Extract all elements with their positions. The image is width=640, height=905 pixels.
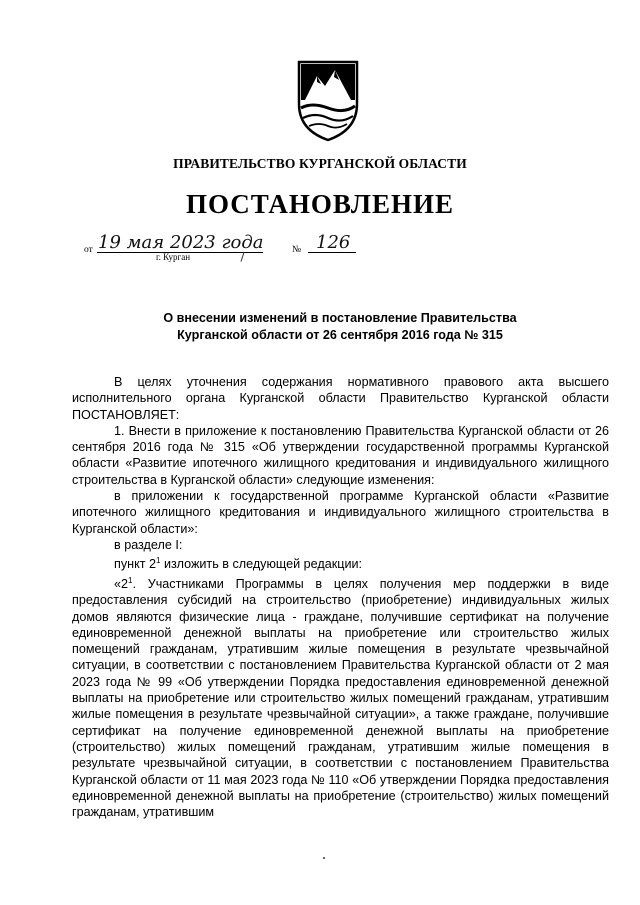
date-number-row: [84, 232, 484, 264]
document-type-title: ПОСТАНОВЛЕНИЕ: [185, 189, 455, 219]
handwritten-date: 19 мая 2023 года: [98, 232, 264, 253]
paragraph-new-text: [72, 573, 609, 821]
paragraph-preamble: В целях уточнения содержания нормативного правового акта высшего исполнительного органа Курганской области Правительство Курганской области ПОСТАНОВЛЯЕТ:: [72, 375, 609, 422]
title-line-1: О внесении изменений в постановление Правительства: [163, 311, 517, 325]
paragraph-point: [72, 553, 609, 572]
new-text-post: . Участниками Программы в целях получения мер поддержки в виде предоставления субсидий на строительство (приобретение) индивидуальных жилых домов являются физические лица - граждане, получившие сертификат на получение единовременной денежной выплаты на приобретение или строительство жилых помещений гражданам, утратившим жилые помещения в результате чрезвычайной ситуации, в соответствии с постановлением Правительства Курганской области от 2 мая 2023 года № 99 «Об утверждении Порядка предоставления единовременной денежной выплаты на приобретение или строительство жилых помещений гражданам, утратившим жилые помещения в результате чрезвычайной ситуации», а также граждане, получившие сертификат на получение единовременной денежной выплаты на приобретение (строительство) жилых помещений гражданам, утратившим жилые помещения в результате чрезвычайной ситуации, в соответствии с постановлением Правительства Курганской области от 11 мая 2023 года № 110 «Об утверждении Порядка предоставления единовременной денежной выплаты на приобретение (строительство) жилых помещений гражданам, утратившим: [72, 576, 609, 820]
date-prefix: от: [84, 245, 93, 255]
point-text-pre: пункт 2: [114, 557, 156, 572]
document-body: [72, 374, 609, 820]
new-text-superscript: 1: [128, 575, 133, 585]
resolution-title: [80, 310, 600, 344]
handwritten-number: 126: [316, 232, 351, 253]
paragraph-section: в разделе I:: [114, 537, 183, 552]
number-underline: [308, 252, 356, 253]
title-line-2: Курганской области от 26 сентября 2016 года № 315: [177, 328, 503, 342]
point-text-post: изложить в следующей редакции:: [160, 557, 363, 572]
coat-of-arms-emblem: [297, 60, 359, 142]
city-label: г. Курган: [156, 252, 191, 262]
paragraph-annex: в приложении к государственной программе Курганской области «Развитие ипотечного жилищного кредитования и индивидуального жилищного строительства в Курганской области»:: [72, 489, 609, 536]
point-superscript: 1: [156, 556, 161, 566]
paragraph-item-1: 1. Внести в приложение к постановлению Правительства Курганской области от 26 сентября 2016 года № 315 «Об утверждении государственной программы Курганской области «Развитие ипотечного жилищного кредитования и индивидуального жилищного строительства в Курганской области» следующие изменения:: [72, 423, 609, 487]
new-text-pre: «2: [114, 576, 129, 591]
scan-artifact: [323, 857, 325, 859]
government-name: ПРАВИТЕЛЬСТВО КУРГАНСКОЙ ОБЛАСТИ: [173, 156, 467, 171]
number-prefix: №: [292, 245, 302, 255]
